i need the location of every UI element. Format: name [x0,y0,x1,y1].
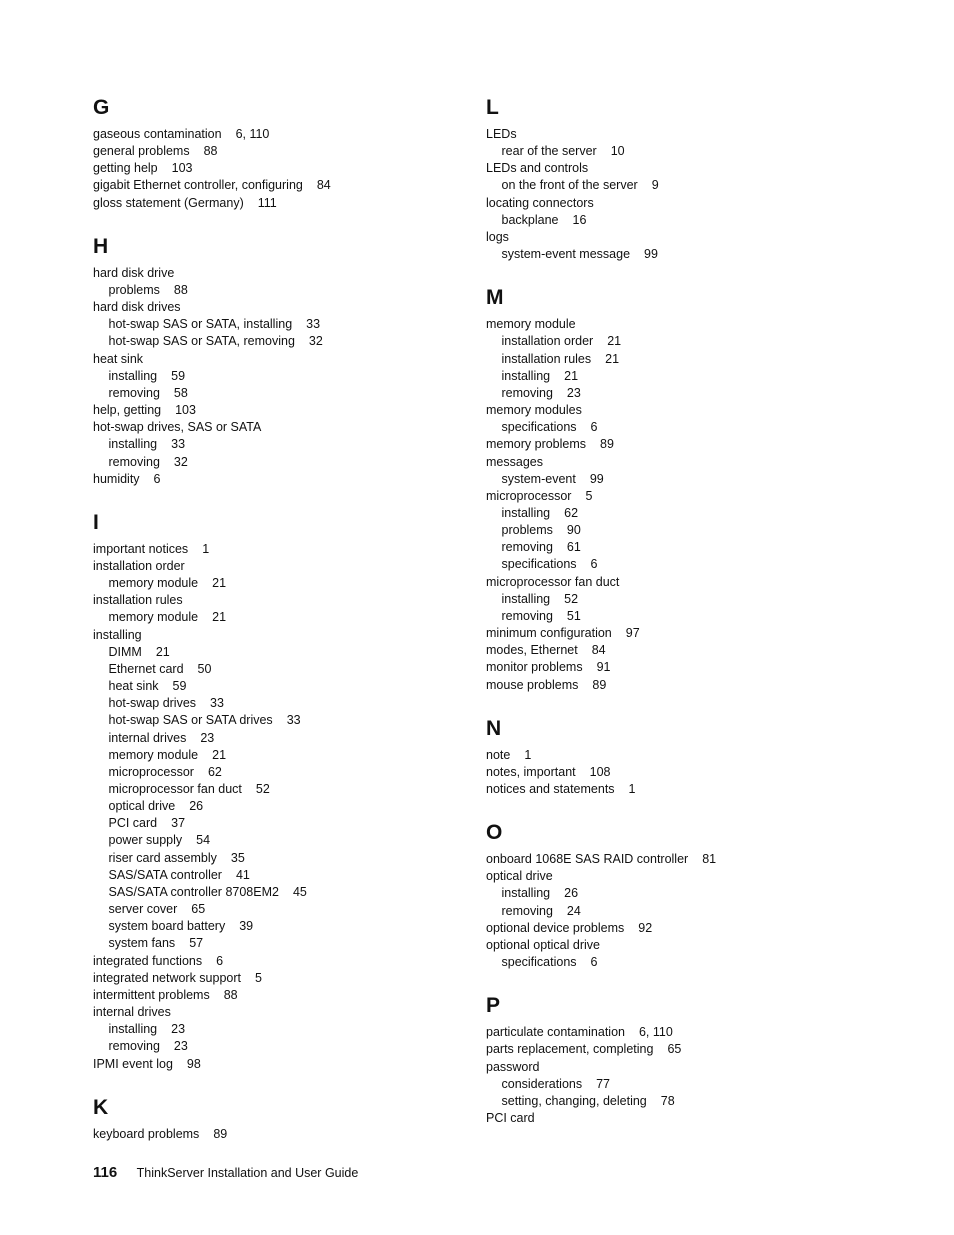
entry-term: note [486,747,511,762]
index-entry [486,402,856,419]
entry-term: particulate contamination [486,1025,625,1040]
entry-page-ref: 37 [171,816,186,831]
index-entry [486,1024,856,1041]
entry-page-ref: 65 [191,902,206,917]
index-subentry [93,644,463,661]
index-entry [93,351,463,368]
entry-term: hot-swap drives [108,696,197,711]
index-subentry [486,954,856,971]
index-section-p [486,992,856,1127]
entry-page-ref: 21 [212,747,227,762]
index-section-i [93,509,463,1073]
index-subentry [93,368,463,385]
entry-page-ref: 23 [200,730,215,745]
entry-term: DIMM [108,644,142,659]
entry-term: integrated network support [93,970,242,985]
index-entry [93,195,463,212]
section-letter: K [93,1095,109,1119]
entry-term: system board battery [108,919,226,934]
entry-page-ref: 6, 110 [638,1025,673,1040]
index-entry [93,953,463,970]
entry-term: on the front of the server [501,178,638,193]
entry-term: Ethernet card [108,661,184,676]
page-number: 116 [93,1164,118,1181]
index-entry [486,642,856,659]
entry-term: server cover [108,902,178,917]
entry-term: intermittent problems [93,987,210,1002]
page-footer [93,1164,358,1182]
entry-term: optional optical drive [486,937,600,952]
entry-page-ref: 77 [596,1076,611,1091]
entry-term: removing [501,608,553,623]
entry-term: memory module [108,610,199,625]
entry-term: onboard 1068E SAS RAID controller [486,852,689,867]
index-subentry [93,747,463,764]
index-subentry [93,695,463,712]
index-subentry [93,282,463,299]
index-entry [486,126,856,143]
entry-page-ref: 99 [589,471,604,486]
entry-term: removing [501,903,553,918]
entry-page-ref: 98 [186,1056,201,1071]
entry-term: optional device problems [486,920,625,935]
entry-page-ref: 89 [592,677,607,692]
entry-page-ref: 54 [196,833,211,848]
entry-page-ref: 108 [589,764,611,779]
index-entry [93,970,463,987]
index-entry [486,195,856,212]
entry-page-ref: 39 [239,919,254,934]
index-subentry [93,935,463,952]
index-subentry [93,884,463,901]
index-subentry [486,143,856,160]
entry-term: hot-swap drives, SAS or SATA [93,420,262,435]
entry-page-ref: 111 [257,195,277,210]
entry-page-ref: 21 [155,644,170,659]
entry-term: help, getting [93,403,162,418]
entry-page-ref: 5 [585,488,593,503]
entry-term: specifications [501,557,577,572]
index-subentry [93,815,463,832]
entry-term: specifications [501,420,577,435]
entry-term: removing [501,385,553,400]
index-section-h [93,233,463,488]
entry-page-ref: 10 [610,144,625,159]
entry-term: notes, important [486,764,576,779]
entry-term: system-event [501,471,576,486]
entry-term: system-event message [501,247,631,262]
entry-term: memory module [486,317,576,332]
entry-page-ref: 88 [223,987,238,1002]
entry-term: removing [108,1039,160,1054]
index-subentry [93,712,463,729]
entry-term: installing [93,627,142,642]
entry-term: gaseous contamination [93,127,222,141]
entry-term: important notices [93,541,189,556]
entry-page-ref: 26 [189,799,204,814]
entry-term: mouse problems [486,677,579,692]
entry-page-ref: 89 [600,437,614,452]
entry-term: system fans [108,936,176,951]
entry-term: heat sink [108,679,159,694]
section-letter: L [486,96,499,119]
index-subentry [93,316,463,333]
entry-term: installing [501,505,551,520]
index-subentry [93,1021,463,1038]
index-subentry [93,436,463,453]
entry-term: setting, changing, deleting [501,1093,647,1108]
index-column-left [93,94,463,1164]
index-entry [486,781,856,798]
entry-term: problems [108,282,160,297]
index-entry [486,764,856,781]
entry-page-ref: 23 [566,385,581,400]
entry-term: power supply [108,833,183,848]
section-letter: G [93,96,110,119]
entry-term: gloss statement (Germany) [93,195,244,210]
entry-term: memory problems [486,437,587,452]
index-entry [486,625,856,642]
entry-page-ref: 61 [566,540,581,555]
entry-term: hot-swap SAS or SATA drives [108,713,273,728]
entry-term: locating connectors [486,195,594,210]
index-entry [93,627,463,644]
index-entry [486,1059,856,1076]
entry-term: SAS/SATA controller 8708EM2 [108,884,279,899]
entry-term: memory module [108,747,199,762]
entry-page-ref: 103 [175,403,196,418]
entry-term: riser card assembly [108,850,217,865]
index-subentry [93,918,463,935]
entry-page-ref: 21 [212,610,227,625]
entry-page-ref: 21 [212,576,227,591]
entry-term: installation order [93,558,185,573]
entry-term: optical drive [108,799,176,814]
entry-page-ref: 62 [207,764,222,779]
index-subentry [93,781,463,798]
entry-page-ref: 35 [230,850,245,865]
entry-page-ref: 81 [702,852,717,867]
entry-page-ref: 1 [524,747,532,762]
section-letter: N [486,716,502,740]
index-subentry [486,177,856,194]
entry-page-ref: 59 [172,679,187,694]
index-entry [486,454,856,471]
index-entry [486,436,856,453]
entry-term: heat sink [93,351,144,366]
entry-page-ref: 24 [566,903,581,918]
entry-term: password [486,1059,540,1074]
index-entry [93,143,463,160]
index-entry [486,229,856,246]
index-subentry [486,368,856,385]
entry-page-ref: 23 [173,1039,188,1054]
entry-term: microprocessor fan duct [486,574,620,589]
index-entry [93,1126,463,1143]
entry-page-ref: 16 [572,212,587,227]
entry-page-ref: 78 [660,1093,675,1108]
entry-page-ref: 57 [189,936,204,951]
entry-page-ref: 33 [286,713,301,728]
index-entry [93,558,463,575]
entry-term: LEDs [486,127,517,141]
index-subentry [93,575,463,592]
index-entry [486,1110,856,1127]
entry-term: specifications [501,955,577,970]
index-subentry [93,798,463,815]
index-subentry [93,385,463,402]
entry-page-ref: 89 [213,1126,228,1141]
entry-term: IPMI event log [93,1056,173,1071]
index-subentry [93,454,463,471]
entry-page-ref: 26 [564,886,579,901]
entry-term: removing [108,454,160,469]
entry-term: getting help [93,161,158,176]
index-subentry [486,1076,856,1093]
entry-page-ref: 88 [203,144,218,159]
entry-term: installing [501,886,551,901]
entry-page-ref: 90 [566,523,581,538]
entry-term: microprocessor [108,764,194,779]
entry-page-ref: 33 [171,437,186,452]
entry-page-ref: 32 [173,454,188,469]
index-entry [486,1041,856,1058]
index-entry [93,160,463,177]
entry-term: minimum configuration [486,626,612,641]
entry-page-ref: 21 [605,351,620,366]
entry-term: installing [108,437,158,452]
entry-page-ref: 97 [625,626,640,641]
entry-term: installing [108,368,158,383]
index-entry [93,1004,463,1021]
index-subentry [93,661,463,678]
entry-page-ref: 62 [564,505,579,520]
index-entry [93,265,463,282]
entry-page-ref: 58 [173,385,188,400]
entry-page-ref: 91 [596,660,611,675]
index-entry [486,316,856,333]
entry-term: removing [501,540,553,555]
section-letter: P [486,994,501,1018]
index-subentry [93,333,463,350]
index-entry [93,1056,463,1073]
index-entry [486,937,856,954]
entry-page-ref: 51 [566,608,581,623]
entry-term: PCI card [486,1111,535,1126]
entry-term: optical drive [486,869,553,884]
index-section-n [486,715,856,798]
index-subentry [486,1093,856,1110]
index-subentry [93,867,463,884]
entry-term: hot-swap SAS or SATA, installing [108,317,293,332]
entry-term: hot-swap SAS or SATA, removing [108,334,295,349]
entry-page-ref: 6 [153,471,161,486]
footer-title: ThinkServer Installation and User Guide [136,1166,359,1180]
index-entry [486,747,856,764]
index-subentry [486,591,856,608]
entry-page-ref: 99 [644,247,658,262]
section-letter: I [93,510,99,534]
entry-page-ref: 103 [171,161,193,176]
entry-term: SAS/SATA controller [108,867,222,882]
index-subentry [486,246,856,263]
index-subentry [486,385,856,402]
entry-term: parts replacement, completing [486,1042,654,1057]
entry-term: hard disk drive [93,265,175,280]
entry-term: installation rules [501,351,592,366]
index-entry [93,987,463,1004]
entry-term: memory module [108,576,199,591]
entry-term: installing [501,591,551,606]
section-letter: M [486,286,504,310]
entry-term: backplane [501,212,559,227]
index-subentry [486,522,856,539]
entry-term: hard disk drives [93,300,181,315]
entry-term: internal drives [108,730,187,745]
index-subentry [93,901,463,918]
index-entry [486,851,856,868]
index-entry [93,419,463,436]
entry-term: internal drives [93,1005,171,1020]
entry-term: microprocessor [486,488,572,503]
entry-page-ref: 84 [591,643,606,658]
entry-page-ref: 59 [171,368,186,383]
entry-term: installation order [501,334,594,349]
entry-page-ref: 9 [651,178,659,193]
index-entry [486,160,856,177]
index-entry [486,920,856,937]
index-section-o [486,819,856,971]
entry-page-ref: 21 [607,334,622,349]
entry-page-ref: 6 [590,420,598,435]
entry-page-ref: 21 [564,368,579,383]
entry-term: LEDs and controls [486,161,589,176]
index-subentry [93,764,463,781]
entry-page-ref: 50 [197,661,212,676]
index-entry [486,868,856,885]
index-subentry [486,212,856,229]
entry-term: removing [108,385,160,400]
section-letter: O [486,821,503,845]
entry-term: modes, Ethernet [486,643,578,658]
entry-term: considerations [501,1076,583,1091]
entry-page-ref: 41 [235,867,250,882]
index-entry [486,659,856,676]
index-subentry [93,678,463,695]
entry-term: monitor problems [486,660,583,675]
index-subentry [486,903,856,920]
index-entry [93,402,463,419]
entry-term: installing [501,368,551,383]
entry-page-ref: 23 [171,1022,186,1037]
index-entry [486,677,856,694]
entry-page-ref: 6 [590,955,598,970]
entry-page-ref: 33 [306,317,321,332]
entry-page-ref: 84 [316,178,331,193]
index-subentry [93,1038,463,1055]
entry-term: humidity [93,471,140,486]
index-entry [93,541,463,558]
entry-page-ref: 52 [255,782,270,796]
index-subentry [486,333,856,350]
entry-page-ref: 6 [216,953,224,968]
index-subentry [93,730,463,747]
index-entry [486,574,856,591]
index-entry [486,488,856,505]
entry-term: keyboard problems [93,1126,200,1141]
index-entry [93,126,463,143]
index-section-g [93,94,463,212]
index-subentry [486,885,856,902]
index-entry [93,177,463,194]
entry-term: messages [486,454,543,469]
section-letter: H [93,234,109,258]
entry-page-ref: 32 [308,334,323,349]
entry-term: microprocessor fan duct [108,782,242,796]
entry-page-ref: 6 [590,557,598,572]
entry-page-ref: 52 [564,591,579,606]
index-section-m [486,284,856,693]
index-section-l [486,94,856,263]
entry-page-ref: 92 [638,920,653,935]
index-column-right [486,94,856,1148]
entry-page-ref: 1 [202,541,210,556]
entry-term: gigabit Ethernet controller, configuring [93,178,303,193]
index-subentry [486,419,856,436]
entry-term: installing [108,1022,158,1037]
index-subentry [93,609,463,626]
entry-page-ref: 45 [292,884,307,899]
index-subentry [486,556,856,573]
entry-page-ref: 6, 110 [235,127,270,141]
entry-term: rear of the server [501,144,597,159]
index-subentry [93,832,463,849]
entry-term: PCI card [108,816,158,831]
entry-term: problems [501,523,553,538]
entry-term: logs [486,229,509,244]
index-subentry [486,505,856,522]
index-entry [93,299,463,316]
entry-page-ref: 1 [628,782,636,796]
index-subentry [486,608,856,625]
entry-page-ref: 88 [173,282,188,297]
index-entry [93,592,463,609]
index-subentry [93,850,463,867]
index-subentry [486,351,856,368]
index-section-k [93,1094,463,1143]
entry-term: integrated functions [93,953,203,968]
entry-page-ref: 33 [210,696,224,711]
index-subentry [486,471,856,488]
entry-term: general problems [93,144,190,159]
entry-term: memory modules [486,403,582,418]
entry-term: installation rules [93,593,183,608]
entry-page-ref: 65 [667,1042,682,1057]
index-entry [93,471,463,488]
entry-page-ref: 5 [255,970,262,985]
index-subentry [486,539,856,556]
entry-term: notices and statements [486,782,615,796]
